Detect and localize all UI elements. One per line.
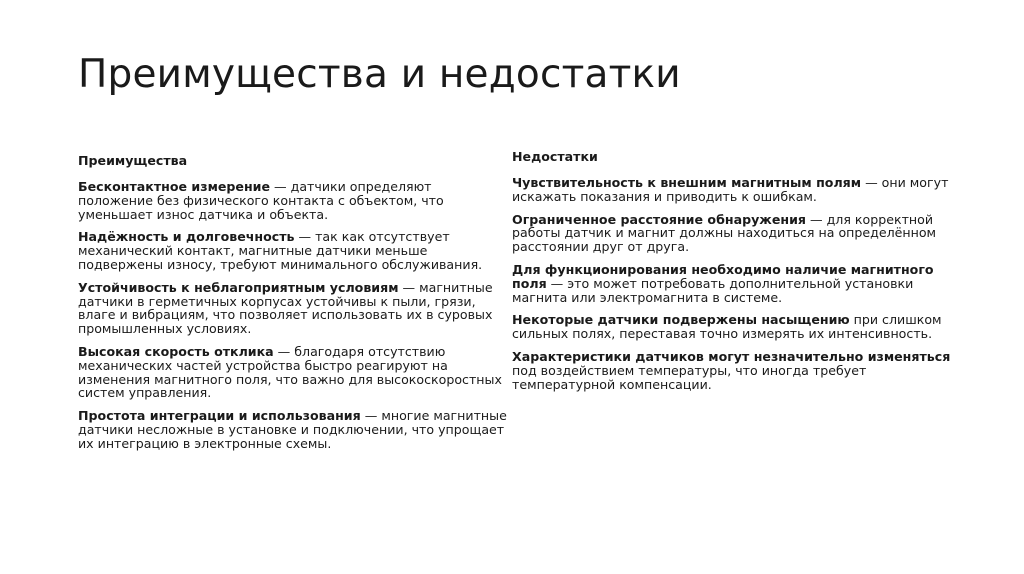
disadvantage-item (512, 263, 952, 304)
advantage-item (78, 230, 508, 271)
advantage-item (78, 409, 508, 450)
disadvantage-term: Чувствительность к внешним магнитным полям (512, 175, 862, 190)
disadvantage-item (512, 176, 952, 204)
disadvantage-text: при слишком сильных полях, переставая точно измерять их интенсивность. (512, 312, 942, 342)
advantage-text: — так как отсутствует механический контакт, магнитные датчики меньше подвержены износу, требуют минимального обслуживания. (78, 229, 483, 272)
advantage-item (78, 345, 508, 400)
disadvantage-text: под воздействием температуры, что иногда требует температурной компенсации. (512, 362, 867, 392)
advantage-text: — датчики определяют положение без физического контакта с объектом, что уменьшает износ датчика и объекта. (78, 179, 444, 222)
disadvantages-column (512, 150, 952, 400)
advantage-term: Бесконтактное измерение (78, 179, 271, 194)
disadvantage-term: Некоторые датчики подвержены насыщению (512, 312, 850, 328)
disadvantage-term: Для функционирования необходимо наличие магнитного поля (512, 261, 934, 291)
advantage-item (78, 281, 508, 336)
disadvantage-item (512, 313, 952, 341)
disadvantage-term: Ограниченное расстояние обнаружения (512, 211, 806, 227)
disadvantage-item (512, 213, 952, 254)
advantage-text: — магнитные датчики в герметичных корпусах устойчивы к пыли, грязи, влаге и вибрациям, что позволяет использовать их в суровых промышленных условиях. (78, 279, 493, 337)
advantage-term: Простота интеграции и использования (78, 408, 361, 424)
advantage-text: — многие магнитные датчики несложные в установке и подключении, что упрощает их интеграцию в электронные схемы. (78, 408, 507, 451)
disadvantage-text: — они могут искажать показания и приводить к ошибкам. (512, 175, 949, 204)
advantage-item (78, 180, 508, 221)
disadvantage-term: Характеристики датчиков могут незначительно изменяться (512, 348, 951, 364)
advantage-text: — благодаря отсутствию механических частей устройства быстро реагируют на изменения магнитного поля, что важно для высокоскоростных систем управления. (78, 343, 502, 401)
disadvantages-heading: Недостатки (512, 149, 598, 164)
slide-title: Преимущества и недостатки (78, 52, 681, 97)
advantage-term: Устойчивость к неблагоприятным условиям (78, 279, 399, 295)
advantage-term: Надёжность и долговечность (78, 229, 295, 245)
disadvantage-text: — это может потребовать дополнительной установки магнита или электромагнита в системе. (512, 275, 914, 305)
disadvantage-item (512, 350, 952, 391)
advantages-heading: Преимущества (78, 153, 188, 168)
advantages-column (78, 150, 508, 460)
disadvantage-text: — для корректной работы датчик и магнит должны находиться на определённом расстоянии друг от друга. (512, 211, 937, 255)
advantage-term: Высокая скорость отклика (78, 343, 274, 359)
